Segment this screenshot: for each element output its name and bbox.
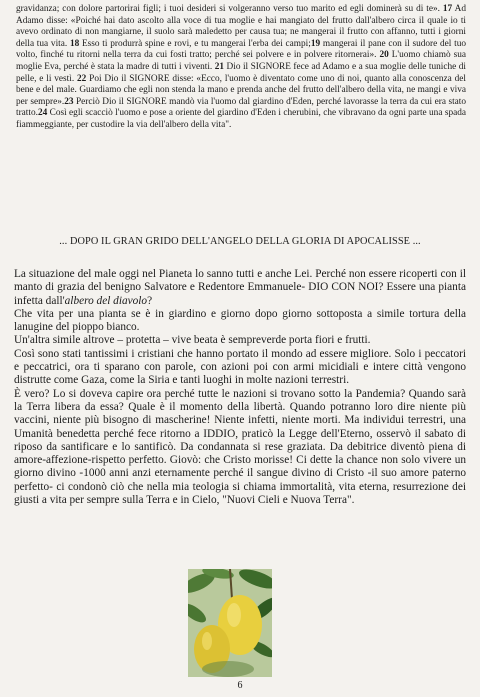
verse-number: 22 [77, 73, 87, 84]
lemon-illustration [188, 569, 272, 677]
verse-number: 17 [442, 4, 453, 14]
page-number: 6 [237, 680, 243, 691]
scripture-text: Poi Dio il SIGNORE disse: «Ecco, l'uomo è diventato come uno di noi, quanto alla conoscenza del bene e del male. Guardiamo che egli non stenda la mano e prenda anche del frutto dell'albero della vita, ne mangi e viva per sempre». [16, 73, 466, 107]
main-body [14, 268, 466, 507]
scripture-text: Perciò Dio il SIGNORE mandò via l'uomo dal giardino d'Eden, perché lavorasse la terra da cui era stato tratto. [16, 96, 467, 119]
scripture-text: Così egli scacciò l'uomo e pose a oriente del giardino d'Eden i cherubini, che vibravano da ogni parte una spada fiammeggiante, per custodire la via dell'albero della vita". [16, 108, 466, 130]
verse-number: 18 [69, 38, 80, 49]
scripture-text: Esso ti produrrà spine e rovi, e tu mangerai l'erba dei campi; [79, 38, 311, 49]
scripture-text: mangerai il pane con il sudore del tuo volto, finché tu ritorni nella terra da cui fosti tratto; perché sei polvere e in polvere ritornerai». [16, 38, 466, 61]
lemon-tree-photo [188, 569, 272, 677]
section-heading: ... DOPO IL GRAN GRIDO DELL'ANGELO DELLA GLORIA DI APOCALISSE ... [59, 236, 421, 247]
scripture-text: Ad Adamo disse: «Poiché hai dato ascolto alla voce di tua moglie e hai mangiato del frutto dall'albero circa il quale io ti avevo ordinato di non mangiarne, il suolo sarà maledetto per causa tua; ne mangerai il frutto con affanno, tutti i giorni della tua vita. [16, 4, 466, 49]
verse-number: 24 [37, 108, 48, 119]
body-paragraph: La situazione del male oggi nel Pianeta lo sanno tutti e anche Lei. Perché non essere ricoperti con il manto di grazia del benigno Salvatore e Redentore Emmanuele- DIO CON NOI? Essere una pianta infetta dall'albero del diavolo? [14, 268, 466, 307]
body-paragraph: Un'altra simile altrove – protetta – vive beata è sempreverde porta fiori e frutti. [14, 334, 371, 347]
verse-number: 23 [64, 96, 74, 107]
scripture-text: gravidanza; con dolore partorirai figli; i tuoi desideri si volgeranno verso tuo marito ed egli dominerà su di te». [16, 4, 440, 14]
verse-number: 19 [310, 38, 321, 49]
scripture-paragraph [16, 4, 466, 132]
verse-number: 20 [379, 50, 389, 61]
scripture-text: L'uomo chiamò sua moglie Eva, perché è stata la madre di tutti i viventi. [16, 50, 466, 72]
italic-phrase: albero del diavolo [64, 294, 148, 307]
body-paragraph: Che vita per una pianta se è in giardino e giorno dopo giorno sottoposta a simile tortura della lanugine del pioppo bianco. [14, 307, 466, 334]
body-paragraph: Così sono stati tantissimi i cristiani che hanno portato il mondo ad essere migliore. Solo i peccatori e peccatrici, ora ti sparano con parole, con azioni poi con armi micidiali e intere città vengono distrutte come Gaza, come la Siria e tanti luoghi in molte nazioni terrestri. [14, 347, 466, 387]
scripture-text: Dio il SIGNORE fece ad Adamo e a sua moglie delle tuniche di pelle, e li vestì. [16, 61, 467, 84]
verse-number: 21 [214, 61, 225, 72]
body-paragraph: È vero? Lo si doveva capire ora perché tutte le nazioni si trovano sotto la Pandemia? Quando sarà la Terra libera da essa? Quale è il momento della libertà. Quando potranno loro dire niente più vaccini, niente più bisogno di mascherine! Niente infetti, niente morti. Ma individui terrestri, una Umanità benedetta perché fece ritorno a IDDIO, praticò la Legge dell'Eterno, osservò il sabato di riposo da santificare e lo santificò. Da condannata si rese graziata. Da debitrice diventò piena di amore-affezione-rispetto perfetto. Giovò: che Cristo morisse! Ci dette la chance non solo vivere un giorno divino -1000 anni anzi eternamente perché il sangue divino di Cristo -il suo amore paterno perfetto- ci condonò ciò che nella mia teologia si chiama immortalità, vita eterna, resurrezione dei giusti a vita per sempre sulla Terra e in Cielo, "Nuovi Cieli e Nuova Terra". [14, 387, 466, 507]
